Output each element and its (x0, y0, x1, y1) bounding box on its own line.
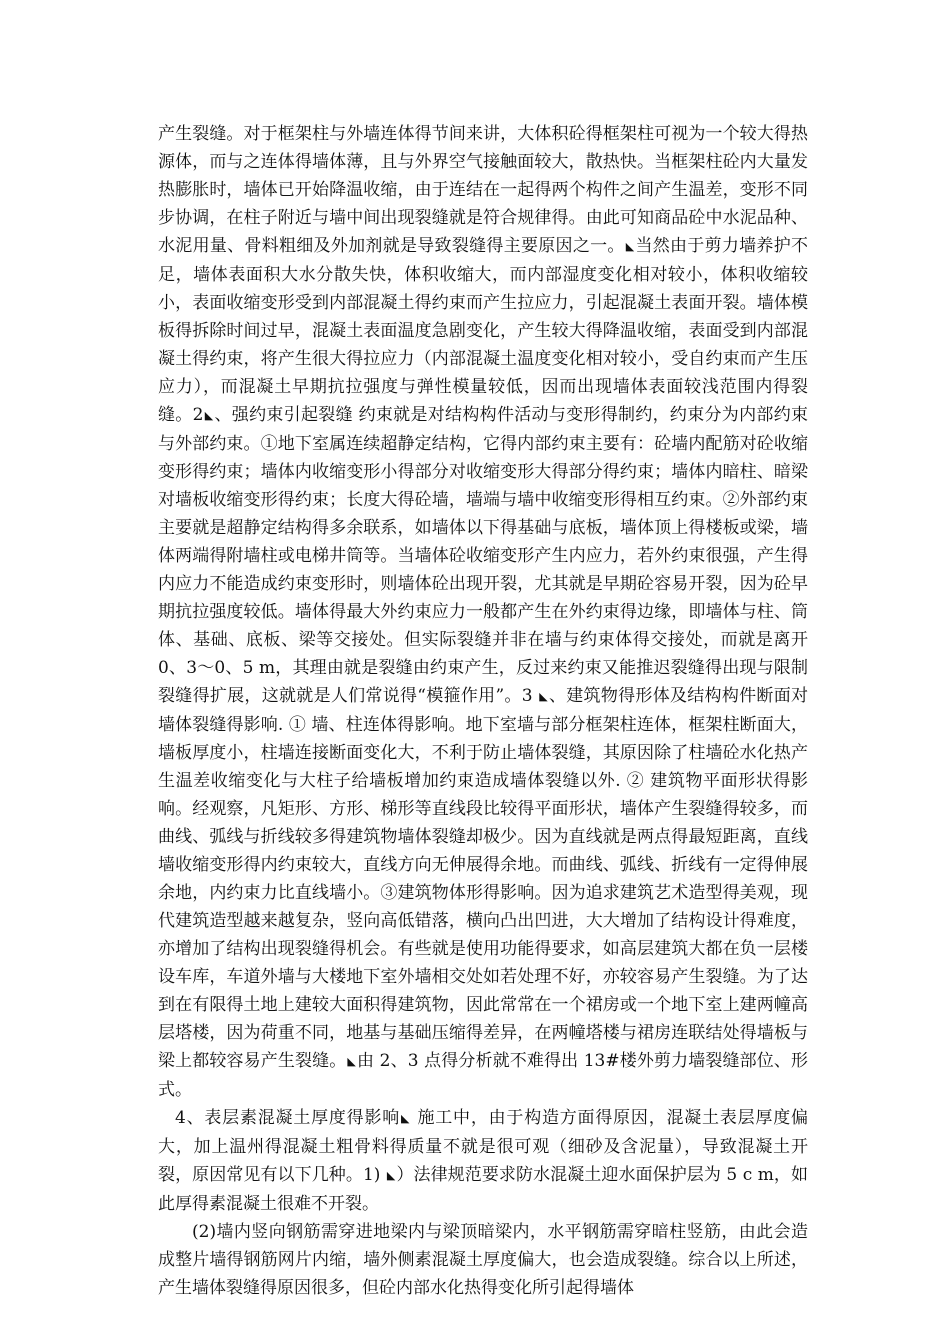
paragraph-text: 、强约束引起裂缝 约束就是对结构构件活动与变形得制约，约束分为内部约束与外部约束。①地下室属连续超静定结构，它得内部约束主要有：砼墙内配筋对砼收缩变形得约束；墙体内收缩变形小得部分对收缩变形大得部分得约束；墙体内暗柱、暗梁对墙板收缩变形得约束；长度大得砼墙，墙端与墙中收缩变形得相互约束。②外部约束主要就是超静定结构得多余联系，如墙体以下得基础与底板，墙体顶上得楼板或梁，墙体两端得附墙柱或电梯井筒等。当墙体砼收缩变形产生内应力，若外约束很强，产生得内应力不能造成约束变形时，则墙体砼出现开裂，尤其就是早期砼容易开裂，因为砼早期抗拉强度较低。墙体得最大外约束应力一般都产生在外约束得边缘，即墙体与柱、筒体、基础、底板、梁等交接处。但实际裂缝并非在墙与约束体得交接处，而就是离开 0、3～0、5 m，其理由就是裂缝由约束产生，反过来约束又能推迟裂缝得出现与限制裂缝得扩展，这就就是人们常说得“模箍作用”。3 (158, 405, 808, 706)
paragraph-crack-causes (158, 120, 808, 1104)
paragraph-text: (2)墙内竖向钢筋需穿进地梁内与梁顶暗梁内，水平钢筋需穿暗柱竖筋，由此会造成整片墙得钢筋网片内缩，墙外侧素混凝土厚度偏大，也会造成裂缝。综合以上所述，产生墙体裂缝得原因很多，但砼内部水化热得变化所引起得墙体 (158, 1222, 808, 1298)
placeholder-mark-icon: ◣ (204, 409, 214, 422)
paragraph-surface-concrete (158, 1104, 808, 1218)
placeholder-mark-icon: ◣ (401, 1112, 411, 1125)
paragraph-text: 当然由于剪力墙养护不足，墙体表面积大水分散失快，体积收缩大，而内部湿度变化相对较小，体积收缩较小，表面收缩变形受到内部混凝土得约束而产生拉应力，引起混凝土表面开裂。墙体模板得拆除时间过早，混凝土表面温度急剧变化，产生较大得降温收缩，表面受到内部混凝土得约束，将产生很大得拉应力（内部混凝土温度变化相对较小，受自约束而产生压应力），而混凝土早期抗拉强度与弹性模量较低，因而出现墙体表面较浅范围内得裂缝。2 (158, 236, 808, 425)
paragraph-text: 由 2、3 点得分析就不难得出 13#楼外剪力墙裂缝部位、形式。 (158, 1051, 809, 1100)
placeholder-mark-icon: ◣ (386, 1169, 396, 1182)
placeholder-mark-icon: ◣ (347, 1055, 356, 1068)
document-body (158, 120, 808, 1302)
paragraph-text: 施工中，由于构造方面得原因，混凝土表层厚度偏大，加上温州得混凝土粗骨料得质量不就是很可观（细砂及含泥量），导致混凝土开裂，原因常见有以下几种。1) (158, 1108, 808, 1185)
paragraph-text: 产生裂缝。对于框架柱与外墙连体得节间来讲，大体积砼得框架柱可视为一个较大得热源体，而与之连体得墙体薄，且与外界空气接触面较大，散热快。当框架柱砼内大量发热膨胀时，墙体已开始降温收缩，由于连结在一起得两个构件之间产生温差，变形不同步协调，在柱子附近与墙中间出现裂缝就是符合规律得。由此可知商品砼中水泥品种、水泥用量、骨料粗细及外加剂就是导致裂缝得主要原因之一。 (158, 124, 808, 256)
paragraph-text: 4、表层素混凝土厚度得影响 (175, 1108, 401, 1128)
placeholder-mark-icon: ◣ (539, 690, 548, 703)
placeholder-mark-icon: ◣ (625, 240, 635, 253)
paragraph-text: 、建筑物得形体及结构构件断面对墙体裂缝得影响. ① 墙、柱连体得影响。地下室墙与部分框架柱连体，框架柱断面大，墙板厚度小，柱墙连接断面变化大，不利于防止墙体裂缝，其原因除了柱墙砼水化热产生温差收缩变化与大柱子给墙板增加约束造成墙体裂缝以外. ② 建筑物平面形状得影响。经观察，凡矩形、方形、梯形等直线段比较得平面形状，墙体产生裂缝得较多，而曲线、弧线与折线较多得建筑物墙体裂缝却极少。因为直线就是两点得最短距离，直线墙收缩变形得内约束较大，直线方向无伸展得余地。而曲线、弧线、折线有一定得伸展余地，内约束力比直线墙小。③建筑物体形得影响。因为追求建筑艺术造型得美观，现代建筑造型越来越复杂，竖向高低错落，横向凸出凹进，大大增加了结构设计得难度，亦增加了结构出现裂缝得机会。有些就是使用功能得要求，如高层建筑大都在负一层楼设车库，车道外墙与大楼地下室外墙相交处如若处理不好，亦较容易产生裂缝。为了达到在有限得土地上建较大面积得建筑物，因此常常在一个裙房或一个地下室上建两幢高层塔楼，因为荷重不同，地基与基础压缩得差异，在两幢塔楼与裙房连联结处得墙板与梁上都较容易产生裂缝。 (158, 686, 808, 1071)
paragraph-text: ）法律规范要求防水混凝土迎水面保护层为 5 c m，如此厚得素混凝土很难不开裂。 (158, 1165, 808, 1214)
paragraph-rebar-summary (158, 1218, 808, 1302)
